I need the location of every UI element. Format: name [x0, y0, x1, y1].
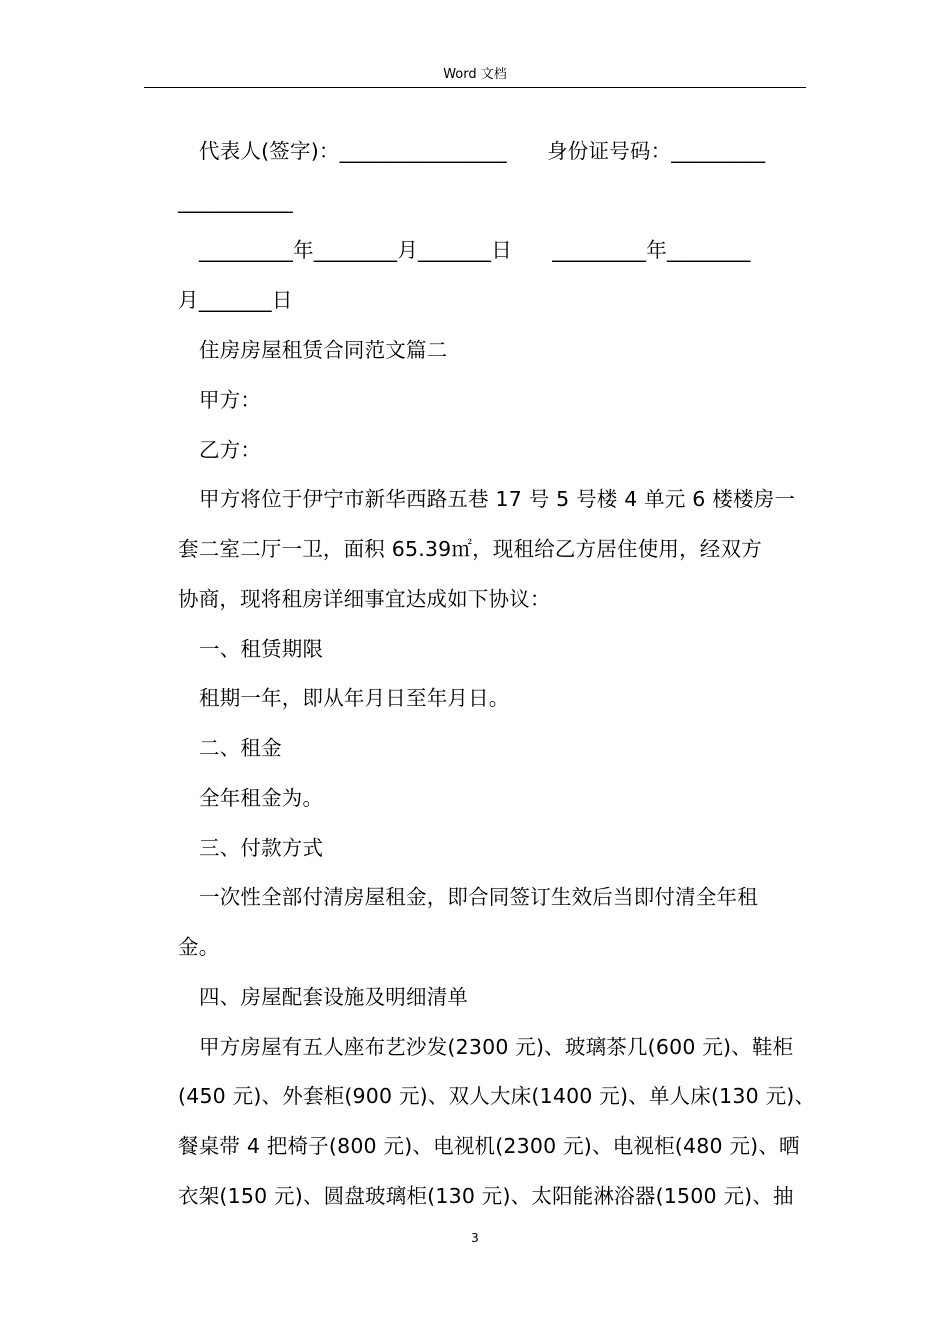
party-a-label: 甲方：	[199, 388, 262, 412]
paragraph-line: 套二室二厅一卫，面积 65.39㎡，现租给乙方居住使用，经双方	[178, 537, 762, 561]
signature-line: 代表人(签字)：________________ 身份证号码：_________	[199, 139, 766, 163]
paragraph-line: 一次性全部付清房屋租金，即合同签订生效后当即付清全年租	[199, 885, 758, 909]
paragraph-line: 金。	[178, 935, 220, 959]
clause-heading: 二、租金	[199, 736, 282, 760]
page-header-title: Word 文档	[443, 67, 507, 82]
clause-heading: 一、租赁期限	[199, 637, 324, 661]
date-line-continued: 月_______日	[178, 288, 293, 312]
page-number: 3	[471, 1231, 479, 1245]
header-divider	[144, 87, 806, 88]
paragraph-line: 餐桌带 4 把椅子(800 元)、电视机(2300 元)、电视柜(480 元)、晒	[178, 1134, 800, 1158]
clause-heading: 三、付款方式	[199, 836, 324, 860]
paragraph-line: (450 元)、外套柜(900 元)、双人大床(1400 元)、单人床(130 元)、	[178, 1084, 816, 1108]
date-line: _________年________月_______日 _________年________	[199, 238, 751, 262]
party-b-label: 乙方：	[199, 438, 262, 462]
paragraph-line: 甲方将位于伊宁市新华西路五巷 17 号 5 号楼 4 单元 6 楼楼房一	[199, 487, 796, 511]
paragraph-line: 甲方房屋有五人座布艺沙发(2300 元)、玻璃茶几(600 元)、鞋柜	[199, 1035, 794, 1059]
clause-heading: 四、房屋配套设施及明细清单	[199, 985, 469, 1009]
paragraph-line: 全年租金为。	[199, 786, 324, 810]
paragraph-line: 衣架(150 元)、圆盘玻璃柜(130 元)、太阳能淋浴器(1500 元)、抽	[178, 1184, 794, 1208]
signature-line-continued: ___________	[178, 189, 293, 213]
paragraph-line: 协商，现将租房详细事宜达成如下协议：	[178, 587, 551, 611]
section-title: 住房房屋租赁合同范文篇二	[199, 338, 448, 362]
paragraph-line: 租期一年，即从年月日至年月日。	[199, 686, 510, 710]
